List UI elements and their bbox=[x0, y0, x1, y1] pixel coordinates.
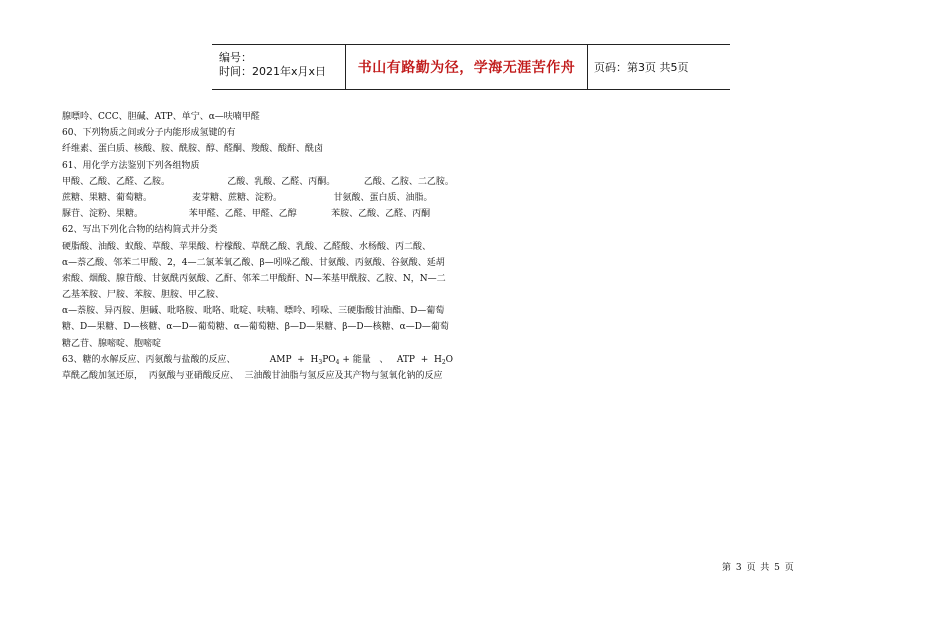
header-info-cell bbox=[212, 45, 346, 89]
question-61: 61、用化学方法鉴别下列各组物质 bbox=[62, 160, 200, 171]
text-line: α—萘乙酸、邻苯二甲酸、2，4—二氯苯氧乙酸、β—吲哚乙酸、甘氨酸、丙氨酸、谷氨酸、延胡 bbox=[62, 257, 445, 268]
page-header bbox=[212, 44, 730, 90]
serial-label: 编号： bbox=[219, 51, 252, 64]
text-line: 糖、D—果糖、D—核糖、α—D—葡萄糖、α—葡萄糖、β—D—果糖、β—D—核糖、α—D—葡萄 bbox=[62, 322, 449, 333]
text-line: 甲酸、乙酸、乙醛、乙胺。 乙酸、乳酸、乙醛、丙酮。 乙酸、乙胺、二乙胺。 bbox=[62, 176, 454, 187]
question-63: 63、糖的水解反应、丙氨酸与盐酸的反应、 AMP + $H_3PO_4$ + 能量 、 ATP + $H_2O$ bbox=[62, 354, 454, 366]
page-info: 页码：第3页 共5页 bbox=[594, 61, 689, 74]
text-line: 纤维素、蛋白质、核酸、胺、酰胺、醇、醛酮、羧酸、酸酐、酰卤 bbox=[62, 144, 324, 155]
question-60: 60、下列物质之间或分子内能形成氢键的有 bbox=[62, 128, 236, 139]
page-footer: 第 3 页 共 5 页 bbox=[722, 563, 795, 573]
text-line: 糖乙苷、腺嘧啶、胞嘧啶 bbox=[62, 338, 162, 349]
text-line: 草酰乙酸加氢还原， 丙氨酸与亚硝酸反应、 三油酸甘油脂与氢反应及其产物与氢氧化钠的反应 bbox=[62, 371, 443, 381]
text-line: 脲苷、淀粉、果糖。 苯甲醛、乙醛、甲醛、乙醇 苯胺、乙酸、乙醛、丙酮 bbox=[62, 209, 431, 220]
text-line: 腺嘌呤、CCC、胆碱、ATP、单宁、α—呋喃甲醛 bbox=[62, 112, 260, 122]
text-line: 索酸、烟酸、腺苷酸、甘氨酰丙氨酸、乙酐、邻苯二甲酸酐、N—苯基甲酰胺、乙胺、N，N—二 bbox=[62, 273, 446, 284]
text-line: α—萘胺、异丙胺、胆碱、吡咯胺、吡咯、吡啶、呋喃、嘌呤、吲哚、三硬脂酸甘油酯、D—葡萄 bbox=[62, 306, 445, 317]
header-page-cell bbox=[588, 45, 730, 89]
text-line: 乙基苯胺、尸胺、苯胺、胆胺、甲乙胺、 bbox=[62, 290, 225, 301]
text-line: 硬脂酸、油酸、蚁酸、草酸、苹果酸、柠檬酸、草酰乙酸、乳酸、乙醛酸、水杨酸、丙二酸、 bbox=[62, 241, 432, 252]
question-62: 62、写出下列化合物的结构简式并分类 bbox=[62, 225, 218, 236]
document-body bbox=[62, 109, 482, 384]
time-label: 时间：2021年x月x日 bbox=[219, 65, 327, 78]
motto: 书山有路勤为径，学海无涯苦作舟 bbox=[357, 60, 576, 76]
text-line: 蔗糖、果糖、葡萄糖。 麦芽糖、蔗糖、淀粉。 甘氨酸、蛋白质、油脂。 bbox=[62, 192, 433, 203]
header-motto-cell bbox=[346, 45, 588, 89]
